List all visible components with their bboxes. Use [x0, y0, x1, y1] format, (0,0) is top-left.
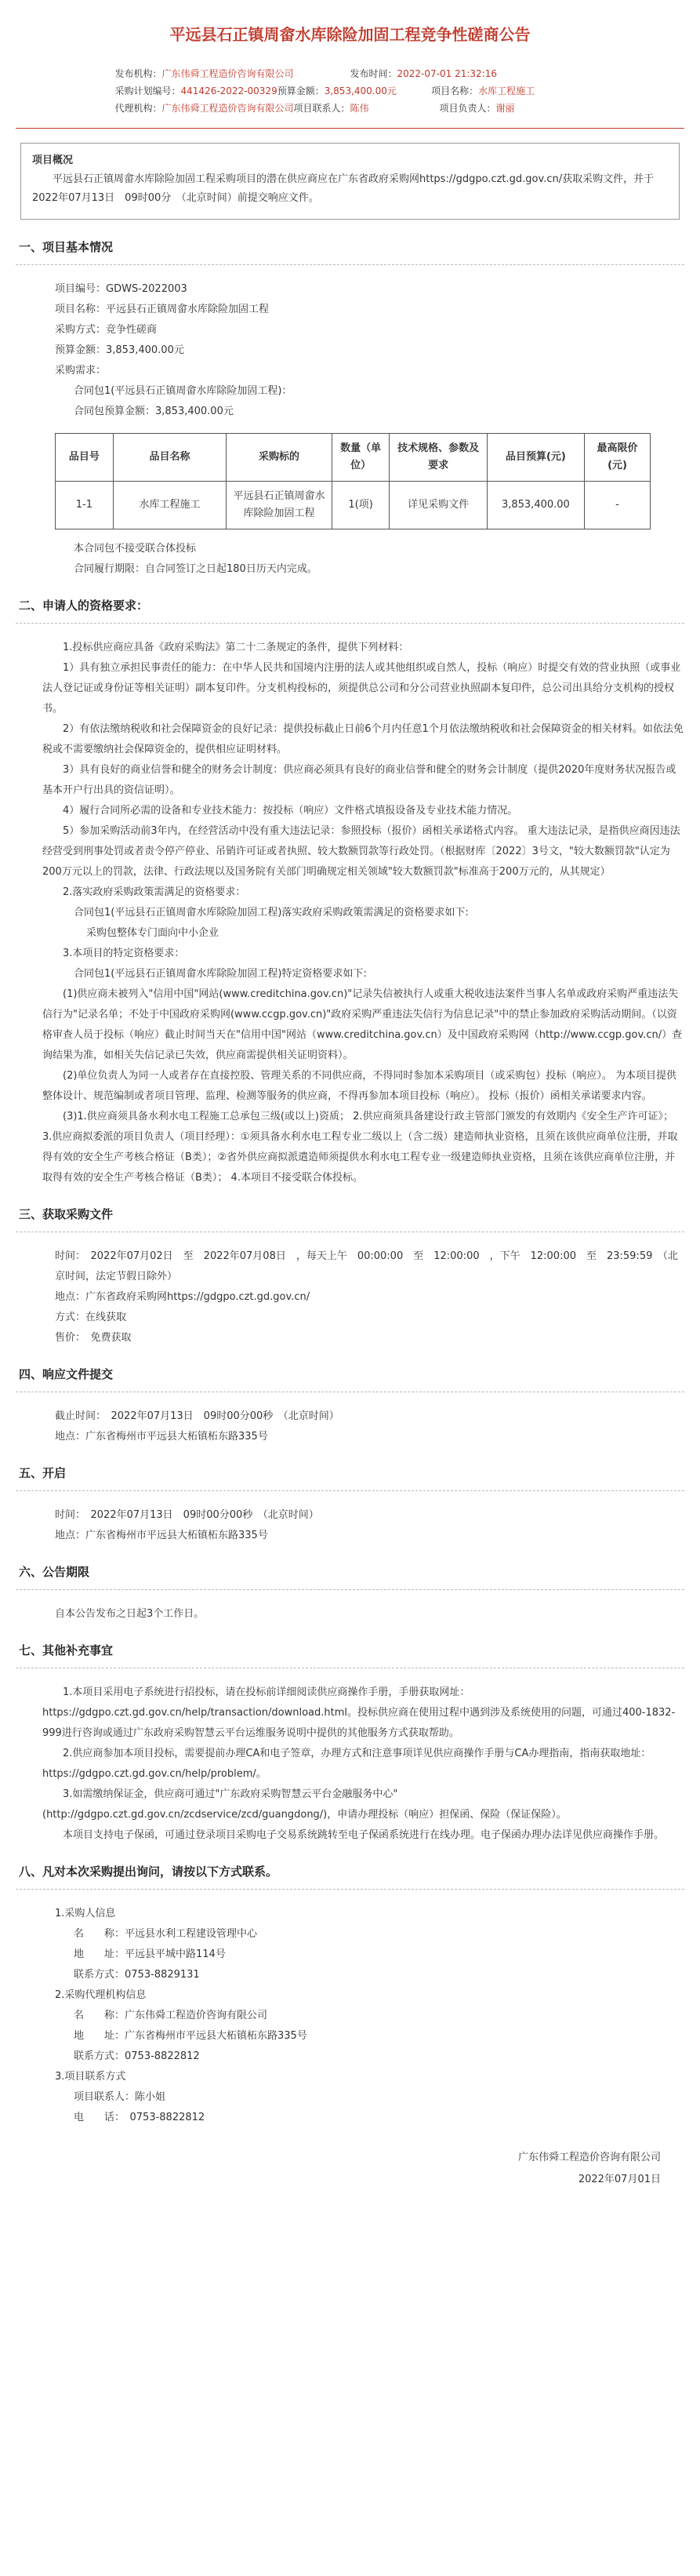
procurement-method: 采购方式：竞争性磋商	[55, 324, 158, 336]
section-divider	[16, 264, 684, 265]
signature-date: 2022年07月01日	[578, 2174, 661, 2185]
contract-period: 合同履行期限：自合同签订之日起180日历天内完成。	[74, 563, 317, 575]
item-label: 项目名称：	[431, 86, 479, 96]
purchaser-address: 地 址：平远县平城中路114号	[74, 1948, 226, 1960]
agent-label: 代理机构：	[114, 103, 162, 114]
overview-box	[20, 143, 680, 220]
project-contact-heading: 3.项目联系方式	[55, 2071, 126, 2083]
specific-package: 合同包1(平远县石正镇周畲水库除险加固工程)特定资格要求如下:	[74, 968, 367, 980]
cell-item-budget: 3,853,400.00	[487, 482, 584, 529]
policy-package: 合同包1(平远县石正镇周畲水库除险加固工程)落实政府采购政策需满足的资格要求如下:	[74, 907, 469, 919]
section-7-title: 七、其他补充事宜	[19, 1643, 114, 1657]
supplement-item: 1.本项目采用电子系统进行招投标，请在投标前详细阅读供应商操作手册，手册获取网址：https://gdgpo.czt.gd.gov.cn/help/transaction/download.html。投标供应商在使用过程中遇到涉及系统使用的问题，可通过400-1832-999进行咨询或通过广东政府采购智慧云平台运维服务说明中提供的其他服务方式获取帮助。	[42, 1686, 676, 1739]
agency-phone: 联系方式：0753-8822812	[74, 2050, 200, 2062]
budget-label: 预算金额：	[277, 86, 325, 96]
section-1	[16, 279, 684, 580]
section-6-title: 六、公告期限	[19, 1565, 90, 1579]
specific-item: (2)单位负责人为同一人或者存在直接控股、管理关系的不同供应商，不得同时参加本采购项目（或采购包）投标（响应）。 为本项目提供整体设计、规范编制或者项目管理、监理、检测等服务的供应商，不得再参加本项目投标（响应）。 投标（报价）函相关承诺要求内容。	[42, 1070, 677, 1102]
opening-time: 时间： 2022年07月13日 09时00分00秒 （北京时间）	[55, 1509, 319, 1521]
agency-address: 地 址：广东省梅州市平远县大柘镇柘东路335号	[74, 2030, 307, 2042]
policy-requirements: 2.落实政府采购政策需满足的资格要求：	[63, 886, 246, 898]
section-divider	[16, 1889, 684, 1890]
leader-label: 项目负责人：	[439, 103, 496, 114]
submit-place: 地点：广东省梅州市平远县大柘镇柘东路335号	[55, 1431, 268, 1443]
qualification-intro: 1.投标供应商应具备《政府采购法》第二十二条规定的条件，提供下列材料：	[63, 642, 409, 653]
th-specs: 技术规格、参数及要求	[390, 434, 487, 482]
table-header-row	[56, 434, 651, 482]
purchaser-phone: 联系方式：0753-8829131	[74, 1969, 200, 1981]
obtain-price: 售价： 免费获取	[55, 1332, 132, 1344]
package-budget: 合同包预算金额：3,853,400.00元	[74, 406, 234, 417]
project-number: 项目编号：GDWS-2022003	[55, 283, 187, 295]
time-value: 2022-07-01 21:32:16	[397, 68, 497, 79]
publisher-value: 广东伟舜工程造价咨询有限公司	[161, 68, 294, 79]
obtain-way: 方式：在线获取	[55, 1312, 127, 1323]
section-divider	[16, 1490, 684, 1491]
th-quantity: 数量（单位）	[332, 434, 390, 482]
th-target: 采购标的	[227, 434, 332, 482]
section-2	[16, 638, 684, 1188]
agency-name: 名 称：广东伟舜工程造价咨询有限公司	[74, 2010, 268, 2021]
plan-label: 采购计划编号：	[114, 86, 181, 96]
supplement-item: 3.如需缴纳保证金，供应商可通过"广东政府采购智慧云平台金融服务中心"(http://gdgpo.czt.gd.gov.cn/zcdservice/zcd/guangdong/)，申请办理投标（响应）担保函、保险（保证保险）。	[42, 1788, 567, 1821]
specific-item: (3)1.供应商须具备水利水电工程施工总承包三级(或以上)资质； 2.供应商须具备建设行政主管部门颁发的有效期内《安全生产许可证》； 3.供应商拟委派的项目负责人（项目经理）：①须具备水利水电工程专业二级以上（含二级）建造师执业资格，且须在该供应商单位注册，并取得有效的安全生产考核合格证（B类）；②省外供应商拟派遣造师须提供水利水电工程专业一级建造师执业资格，且须在该供应商单位注册，并取得有效的安全生产考核合格证（B类）； 4.本项目不接受联合体投标。	[42, 1111, 678, 1184]
cell-quantity: 1(项)	[332, 482, 390, 529]
qualification-item: 2）有依法缴纳税收和社会保障资金的良好记录：提供投标截止日前6个月内任意1个月依法缴纳税收和社会保障资金的相关材料。如依法免税或不需要缴纳社会保障资金的，提供相应证明材料。	[42, 723, 684, 755]
section-3	[16, 1246, 684, 1348]
section-6	[16, 1604, 684, 1625]
time-label: 发布时间：	[350, 68, 397, 79]
budget-amount: 预算金额：3,853,400.00元	[55, 344, 184, 356]
th-item-budget: 品目预算(元)	[487, 434, 584, 482]
opening-place: 地点：广东省梅州市平远县大柘镇柘东路335号	[55, 1530, 268, 1541]
qualification-item: 4）履行合同所必需的设备和专业技术能力：按投标（响应）文件格式填报设备及专业技术能力情况。	[63, 805, 518, 817]
cell-item-name: 水库工程施工	[113, 482, 227, 529]
obtain-time: 时间： 2022年07月02日 至 2022年07月08日 ，每天上午 00:00:00 至 12:00:00 ，下午 12:00:00 至 23:59:59 （北京时间，法定节假日除外）	[55, 1250, 678, 1283]
section-5	[16, 1505, 684, 1546]
specific-requirements: 3.本项目的特定资格要求：	[63, 948, 185, 959]
section-4-title: 四、响应文件提交	[19, 1367, 114, 1381]
submit-deadline: 截止时间： 2022年07月13日 09时00分00秒 （北京时间）	[55, 1410, 339, 1422]
th-item-no: 品目号	[56, 434, 114, 482]
qualification-item: 5）参加采购活动前3年内，在经营活动中没有重大违法记录：参照投标（报价）函相关承诺格式内容。 重大违法记录，是指供应商因违法经营受到刑事处罚或者责令停产停业、吊销许可证或者执照、较大数额罚款等行政处罚。（根据财库〔2022〕3号文，"较大数额罚款"认定为200万元以上的罚款，法律、行政法规以及国务院有关部门明确规定相关领域"较大数额罚款"标准高于200万元的，从其规定）	[42, 825, 680, 878]
table-row	[56, 482, 651, 529]
policy-sme: 采购包整体专门面向中小企业	[86, 927, 219, 939]
signature-block	[16, 2147, 684, 2191]
package-name: 合同包1(平远县石正镇周畲水库除险加固工程)：	[74, 385, 292, 397]
notice-period: 自本公告发布之日起3个工作日。	[55, 1608, 205, 1620]
no-consortium-note: 本合同包不接受联合体投标	[74, 543, 197, 555]
supplement-item: 2.供应商参加本项目投标，需要提前办理CA和电子签章，办理方式和注意事项详见供应商操作手册与CA办理指南，指南获取地址：https://gdgpo.czt.gd.gov.cn/help/problem/。	[42, 1748, 651, 1780]
agency-heading: 2.采购代理机构信息	[55, 1989, 147, 2001]
section-divider	[16, 623, 684, 624]
qualification-item: 1）具有独立承担民事责任的能力：在中华人民共和国境内注册的法人或其他组织或自然人，投标（响应）时提交有效的营业执照（或事业法人登记证或身份证等相关证明）副本复印件。分支机构投标的，须提供总公司和分公司营业执照副本复印件，总公司出具给分支机构的授权书。	[42, 662, 681, 715]
publisher-label: 发布机构：	[114, 68, 162, 79]
requirements-label: 采购需求：	[55, 365, 107, 377]
section-1-title: 一、项目基本情况	[19, 240, 114, 254]
project-contact-person: 项目联系人：陈小姐	[74, 2091, 166, 2103]
title-divider	[16, 128, 684, 129]
section-divider	[16, 1589, 684, 1590]
project-name: 项目名称：平远县石正镇周畲水库除险加固工程	[55, 304, 270, 315]
section-8-title: 八、凡对本次采购提出询问，请按以下方式联系。	[19, 1865, 278, 1879]
section-7	[16, 1683, 684, 1846]
section-2-title: 二、申请人的资格要求：	[19, 599, 149, 613]
plan-value: 441426-2022-00329	[180, 86, 277, 96]
items-table	[55, 433, 651, 529]
overview-text: 平远县石正镇周畲水库除险加固工程采购项目的潜在供应商应在广东省政府采购网https://gdgpo.czt.gd.gov.cn/获取采购文件，并于 2022年07月13日 09时00分 （北京时间）前提交响应文件。	[32, 173, 665, 204]
cell-max-price: -	[585, 482, 651, 529]
section-8	[16, 1904, 684, 2128]
overview-heading: 项目概况	[32, 155, 74, 166]
purchaser-name: 名 称：平远县水利工程建设管理中心	[74, 1928, 258, 1940]
specific-item: (1)供应商未被列入"信用中国"网站(www.creditchina.gov.cn)"记录失信被执行人或重大税收违法案件当事人名单或政府采购严重违法失信行为"记录名单；不处于中国政府采购网(www.ccgp.gov.cn)"政府采购严重违法失信行为信息记录"中的禁止参加政府采购活动期间。（以资格审查人员于投标（响应）截止时间当天在"信用中国"网站（www.creditchina.gov.cn）及中国政府采购网（http://www.ccgp.gov.cn/）查询结果为准，如相关失信记录已失效，供应商需提供相关证明资料）。	[42, 988, 683, 1061]
announcement-meta	[115, 65, 586, 117]
obtain-place: 地点：广东省政府采购网https://gdgpo.czt.gd.gov.cn/	[55, 1291, 310, 1303]
th-max-price: 最高限价(元)	[585, 434, 651, 482]
qualification-item: 3）具有良好的商业信誉和健全的财务会计制度：供应商必须具有良好的商业信誉和健全的财务会计制度（提供2020年度财务状况报告或基本开户行出具的资信证明）。	[42, 764, 676, 796]
cell-item-no: 1-1	[56, 482, 114, 529]
leader-value: 谢丽	[495, 103, 515, 114]
project-contact-phone: 电 话： 0753-8822812	[74, 2112, 205, 2123]
contact-value: 陈伟	[350, 103, 369, 114]
section-3-title: 三、获取采购文件	[19, 1207, 114, 1221]
cell-specs: 详见采购文件	[390, 482, 487, 529]
budget-value: 3,853,400.00元	[324, 86, 397, 96]
contact-label: 项目联系人：	[293, 103, 350, 114]
cell-target: 平远县石正镇周畲水库除险加固工程	[227, 482, 332, 529]
item-value: 水库工程施工	[478, 86, 535, 96]
agent-value: 广东伟舜工程造价咨询有限公司	[161, 103, 294, 114]
section-5-title: 五、开启	[19, 1466, 67, 1480]
signature-org: 广东伟舜工程造价咨询有限公司	[517, 2152, 661, 2163]
page-title: 平远县石正镇周畲水库除险加固工程竞争性磋商公告	[169, 25, 531, 44]
supplement-item: 本项目支持电子保函，可通过登录项目采购电子交易系统跳转至电子保函系统进行在线办理。电子保函办理办法详见供应商操作手册。	[63, 1829, 665, 1841]
section-4	[16, 1406, 684, 1447]
th-item-name: 品目名称	[113, 434, 227, 482]
purchaser-heading: 1.采购人信息	[55, 1908, 116, 1919]
